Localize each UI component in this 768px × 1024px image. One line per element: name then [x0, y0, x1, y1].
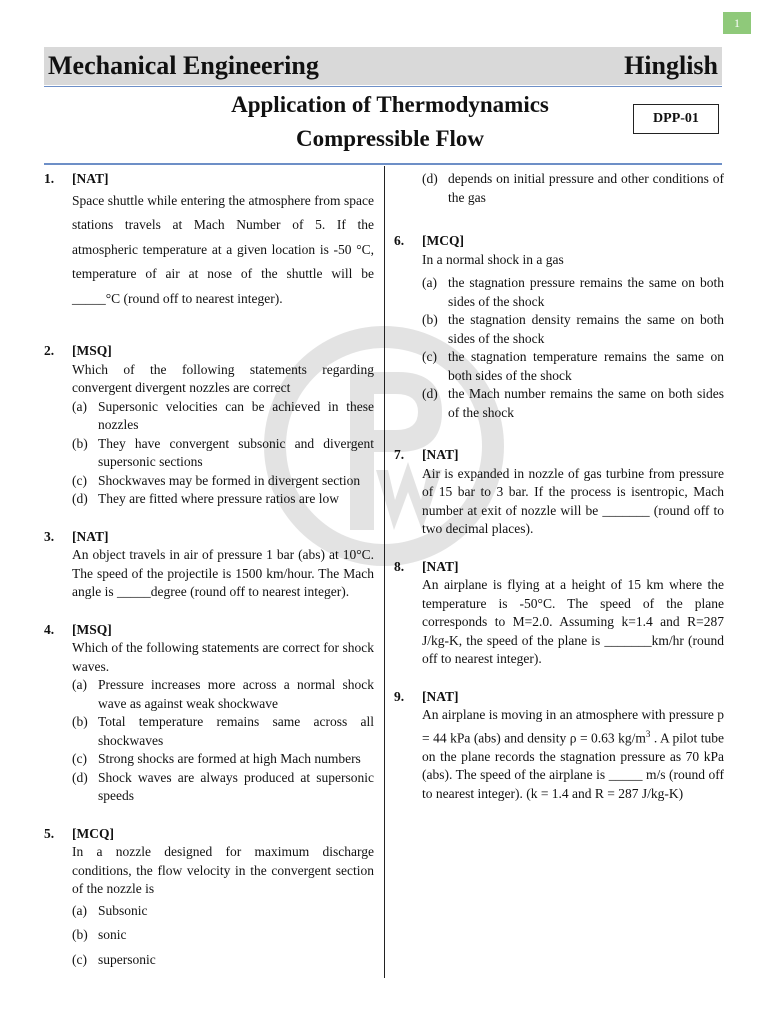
- superscript: 3: [645, 728, 651, 739]
- option-label: (d): [72, 491, 88, 506]
- option-label: (c): [72, 472, 87, 488]
- question-number: 8.: [394, 558, 405, 574]
- question-text: In a nozzle designed for maximum discharge conditions, the flow velocity in the convergent section of the nozzle is: [72, 844, 374, 896]
- option-label: (b): [72, 435, 88, 451]
- title-block: [160, 88, 620, 156]
- option-label: (d): [422, 171, 438, 186]
- question-3: [44, 528, 374, 602]
- question-type: [NAT]: [422, 447, 459, 462]
- option-text: the stagnation temperature remains the same on both sides of the shock: [448, 349, 724, 383]
- question-number: 6.: [394, 233, 405, 248]
- option-text: Shock waves are always produced at supersonic speeds: [98, 769, 374, 803]
- question-number: 5.: [44, 825, 55, 841]
- question-type: [NAT]: [422, 688, 459, 704]
- question-type: [NAT]: [72, 171, 109, 186]
- question-text: Which of the following statements regarding convergent divergent nozzles are correct: [72, 361, 374, 395]
- subject-bar: [44, 47, 722, 85]
- option-c: [422, 348, 724, 385]
- question-type: [MCQ]: [422, 233, 464, 248]
- option-label: (b): [422, 312, 438, 327]
- option-text: Supersonic velocities can be achieved in these nozzles: [98, 398, 374, 432]
- option-text: the stagnation density remains the same on both sides of the shock: [448, 312, 724, 346]
- question-type: [MSQ]: [72, 343, 112, 358]
- option-text: supersonic: [98, 951, 156, 967]
- question-number: 4.: [44, 621, 55, 637]
- question-number: 3.: [44, 528, 55, 544]
- question-6: [394, 232, 724, 422]
- question-text: [422, 706, 724, 803]
- page-number-badge: 1: [723, 12, 751, 34]
- option-text: They are fitted where pressure ratios are low: [98, 491, 340, 506]
- option-a: [422, 274, 724, 311]
- question-text-part: An airplane is moving in an atmosphere with pressure p = 44 kPa (abs) and density ρ = 0.63 kg/m: [422, 707, 724, 745]
- option-a: [72, 676, 374, 713]
- question-7: [394, 446, 724, 539]
- question-type: [MCQ]: [72, 825, 114, 841]
- option-text: Total temperature remains same across all shockwaves: [98, 714, 374, 748]
- question-9: [394, 688, 724, 804]
- header-rule: [44, 163, 722, 165]
- option-d: [72, 490, 374, 509]
- option-text: Subsonic: [98, 902, 148, 918]
- option-text: Pressure increases more across a normal shock wave as against weak shockwave: [98, 677, 374, 711]
- option-b: [422, 311, 724, 348]
- question-number: 9.: [394, 688, 405, 704]
- question-text: Air is expanded in nozzle of gas turbine from pressure of 15 bar to 3 bar. If the process is isentropic, Mach number at exit of nozzle will be _______ (round off to two decimal places).: [422, 465, 724, 536]
- option-text: sonic: [98, 927, 127, 942]
- option-label: (c): [422, 349, 437, 364]
- question-type: [MSQ]: [72, 621, 112, 637]
- option-a: [72, 899, 374, 924]
- option-label: (b): [72, 927, 88, 942]
- option-label: (c): [72, 951, 87, 967]
- question-text: Space shuttle while entering the atmosphere from space stations travels at Mach Number of 5. If the atmospheric temperature at a given location is -50 °C, temperature of air at nose of the shuttle will be _____°C (round off to nearest integer).: [72, 192, 374, 306]
- question-number: 7.: [394, 447, 405, 462]
- option-c: [72, 750, 374, 769]
- option-label: (d): [422, 386, 438, 401]
- question-type: [NAT]: [422, 558, 459, 574]
- option-label: (a): [72, 398, 87, 414]
- option-c: [72, 472, 374, 491]
- page-subtitle: Compressible Flow: [295, 126, 485, 151]
- question-text: An object travels in air of pressure 1 bar (abs) at 10°C. The speed of the projectile is 1500 km/hour. The Mach angle is _____degree (round off to nearest integer).: [72, 547, 374, 599]
- column-divider: [384, 166, 385, 978]
- option-text: the stagnation pressure remains the same on both sides of the shock: [448, 275, 724, 309]
- option-a: [72, 398, 374, 435]
- option-text: Strong shocks are formed at high Mach numbers: [98, 751, 361, 766]
- left-column: [44, 170, 374, 972]
- subject-title: Mechanical Engineering: [48, 51, 319, 80]
- dpp-code-box: DPP-01: [633, 104, 719, 134]
- question-1: [44, 170, 374, 311]
- language-label: Hinglish: [624, 51, 718, 80]
- question-text: In a normal shock in a gas: [422, 251, 564, 267]
- option-b: [72, 923, 374, 948]
- option-label: (a): [422, 275, 437, 290]
- option-label: (b): [72, 714, 88, 729]
- option-c: [72, 948, 374, 973]
- option-text: Shockwaves may be formed in divergent section: [98, 472, 361, 488]
- option-d: [72, 769, 374, 806]
- question-number: 1.: [44, 171, 55, 186]
- subject-underline: [44, 86, 722, 87]
- question-5: [44, 825, 374, 973]
- question-type: [NAT]: [72, 528, 109, 544]
- option-text: the Mach number remains the same on both sides of the shock: [448, 386, 724, 420]
- option-label: (a): [72, 677, 87, 692]
- question-number: 2.: [44, 343, 55, 358]
- option-text: depends on initial pressure and other conditions of the gas: [448, 171, 724, 205]
- question-text-part: . A pilot tube on the plane records the stagnation pressure as 70 kPa (abs). The speed of the airplane is _____ m/s (round off to nearest integer). (k = 1.4 and R = 287 J/kg-K): [422, 730, 724, 801]
- option-d: [422, 170, 724, 207]
- question-4: [44, 621, 374, 806]
- option-b: [72, 435, 374, 472]
- option-text: They have convergent subsonic and divergent supersonic sections: [98, 435, 374, 469]
- question-8: [394, 558, 724, 669]
- option-label: (c): [72, 751, 87, 766]
- page-title: Application of Thermodynamics: [231, 92, 549, 117]
- option-label: (a): [72, 902, 87, 918]
- right-column: [394, 170, 724, 803]
- question-2: [44, 342, 374, 509]
- option-label: (d): [72, 769, 88, 785]
- question-text: Which of the following statements are correct for shock waves.: [72, 640, 374, 674]
- option-d: [422, 385, 724, 422]
- question-5-continued: [394, 170, 724, 207]
- option-b: [72, 713, 374, 750]
- question-text: An airplane is flying at a height of 15 km where the temperature is -50°C. The speed of the plane corresponds to M=2.0. Assuming k=1.4 and R=287 J/kg-K, the speed of the plane is _______km/hr (round off to nearest integer).: [422, 577, 724, 666]
